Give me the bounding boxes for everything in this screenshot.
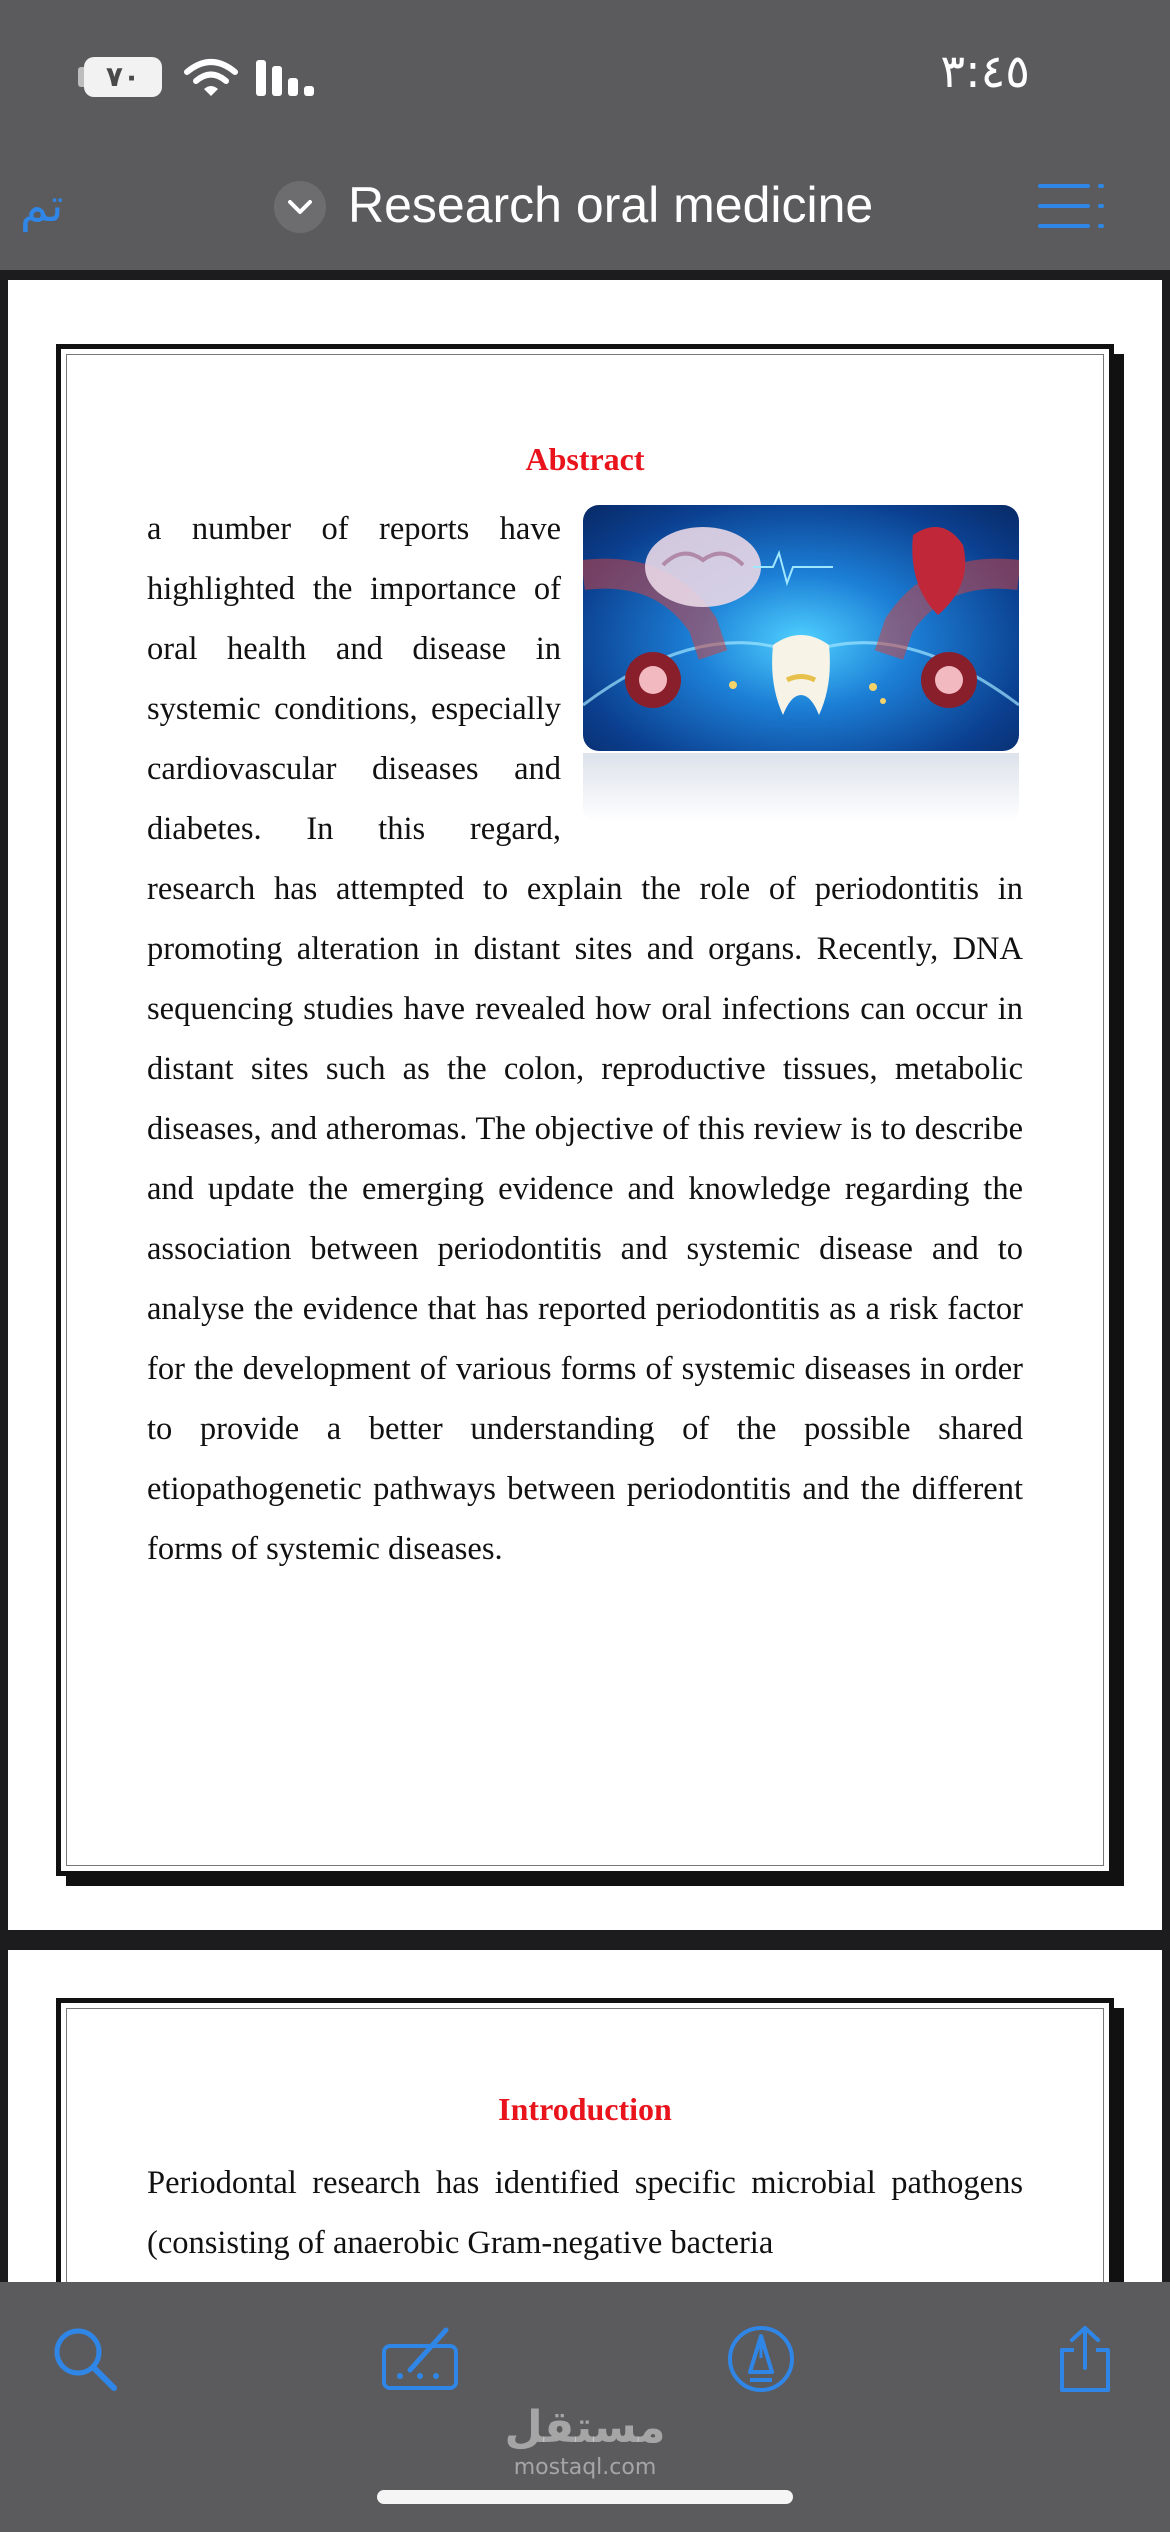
home-indicator[interactable] [377, 2490, 793, 2504]
status-bar [0, 0, 1170, 150]
pen-markup-icon[interactable] [726, 2324, 796, 2394]
introduction-heading: Introduction [498, 2091, 672, 2127]
abstract-body [147, 499, 1023, 1579]
status-time: ٣:٤٥ [940, 44, 1030, 98]
list-menu-icon[interactable] [1036, 180, 1106, 232]
search-icon[interactable] [50, 2324, 120, 2394]
title-menu-chevron-icon[interactable] [274, 181, 326, 233]
illustration-image [583, 505, 1019, 751]
done-button[interactable]: تم [20, 178, 64, 232]
cellular-signal-icon [256, 58, 318, 98]
battery-icon [84, 57, 162, 97]
battery-level: ٧٠ [105, 60, 141, 93]
page-border-frame [56, 344, 1114, 1876]
watermark-arabic: مستقل [504, 2402, 666, 2453]
page-border-frame [56, 1998, 1114, 2282]
abstract-text: a number of reports have highlighted the importance of oral health and disease in systemic conditions, especially cardiovascular diseases and diabetes. In this regard, research has attempted to explain the role of periodontitis in promoting alteration in distant sites and organs. Recently, DNA sequencing studies have revealed how oral infections can occur in distant sites such as the colon, reproductive tissues, metabolic diseases, and atheromas. The objective of this review is to describe and update the emerging evidence and knowledge regarding the association between periodontitis and systemic disease and to analyse the evidence that has reported periodontitis as a risk factor for the development of various forms of systemic diseases in order to provide a better understanding of the possible shared etiopathogenetic pathways between periodontitis and the different forms of systemic diseases. [147, 511, 1023, 1567]
pdf-page-1[interactable] [8, 280, 1162, 1930]
watermark [0, 2402, 1170, 2480]
share-icon[interactable] [1050, 2324, 1120, 2394]
wifi-icon [184, 58, 238, 98]
oral-systemic-illustration [583, 505, 1023, 823]
illustration-graphic [583, 505, 1019, 751]
pdf-page-2[interactable] [8, 1950, 1162, 2282]
introduction-body: Periodontal research has identified specific microbial pathogens (consisting of anaerobic Gram-negative bacteria [147, 2165, 1023, 2261]
watermark-latin: mostaql.com [513, 2455, 657, 2480]
document-title[interactable]: Research oral medicine [348, 177, 874, 233]
markup-keyboard-icon[interactable] [380, 2324, 464, 2394]
abstract-heading: Abstract [525, 441, 645, 477]
illustration-reflection [583, 753, 1019, 823]
document-viewer[interactable] [0, 270, 1170, 2282]
battery-cap [78, 67, 84, 87]
